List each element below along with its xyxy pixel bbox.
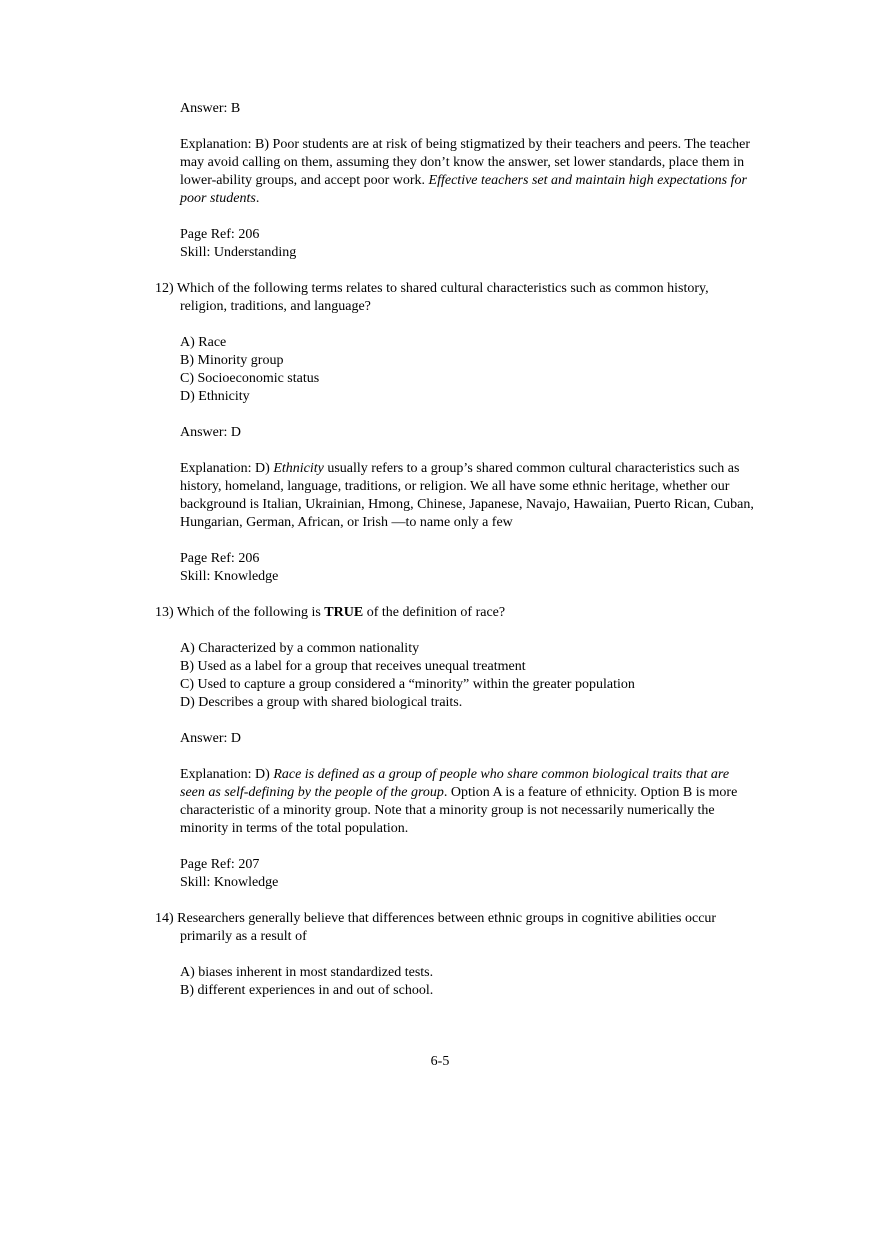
text-run: Which of the following is (176, 605, 325, 620)
text-run-italic: Ethnicity (273, 461, 324, 476)
text-run: Explanation: D) (180, 461, 274, 476)
q13-page-ref-line: Page Ref: 207 (180, 857, 260, 872)
text-run: of the definition of race? (363, 605, 506, 620)
text-run-italic: Race is defined as a group of people who share common biological traits that are seen as self-defining by the people of the group (180, 767, 730, 800)
text-run: . Option A is a feature of ethnicity. Option B is more characteristic of a minority group. Note that a minority group is not necessarily numerically the minority in terms of the total population. (180, 785, 738, 836)
q13-explanation-paragraph (180, 766, 755, 838)
text-run: Explanation: B) Poor students are at risk of being stigmatized by their teachers and peers. The teacher may avoid calling on them, assuming they don’t know the answer, set lower standards, place them in lower-ability groups, and accept poor work. (180, 137, 751, 188)
q13-stem (155, 604, 755, 622)
q14-stem (155, 910, 755, 946)
q14-stem-text: Researchers generally believe that differences between ethnic groups in cognitive abilities occur primarily as a result of (177, 911, 717, 944)
q12-choice-b: B) Minority group (180, 353, 284, 368)
q11-answer-line: Answer: B (180, 101, 241, 116)
q12-skill-line: Skill: Knowledge (180, 569, 279, 584)
page-number-footer: 6-5 (430, 1054, 450, 1069)
q12-choice-d: D) Ethnicity (180, 389, 250, 404)
q12-stem-text: Which of the following terms relates to shared cultural characteristics such as common history, religion, traditions, and language? (176, 281, 709, 314)
q12-choices (180, 334, 755, 406)
q12-reference-block (180, 550, 755, 586)
q14-number: 14) (155, 911, 174, 926)
q12-number: 12) (155, 281, 174, 296)
q13-stem-text (177, 605, 505, 620)
q14-choices (180, 964, 755, 1000)
q13-skill-line: Skill: Knowledge (180, 875, 279, 890)
q12-answer-line: Answer: D (180, 425, 242, 440)
q13-choices (180, 640, 755, 712)
text-run: usually refers to a group’s shared common cultural characteristics such as history, homeland, language, traditions, or religion. We all have some ethnic heritage, whether our background is Italian, Ukrainian, Hmong, Chinese, Japanese, Navajo, Hawaiian, Puerto Rican, Cuban, Hungarian, German, African, or Irish —to name only a few (180, 461, 754, 530)
q11-explanation-paragraph (180, 136, 755, 208)
q13-choice-b: B) Used as a label for a group that receives unequal treatment (180, 659, 526, 674)
q13-choice-d: D) Describes a group with shared biological traits. (180, 695, 463, 710)
text-run: . (255, 191, 260, 206)
q13-number: 13) (155, 605, 174, 620)
text-run-bold: TRUE (324, 605, 364, 620)
text-run-italic: Effective teachers set and maintain high expectations for poor students (180, 173, 747, 206)
q12-stem (155, 280, 755, 316)
q13-answer-line: Answer: D (180, 731, 242, 746)
q11-page-ref-line: Page Ref: 206 (180, 227, 260, 242)
q14-choice-a: A) biases inherent in most standardized tests. (180, 965, 434, 980)
q11-reference-block (180, 226, 755, 262)
page-content (155, 100, 755, 1000)
q12-page-ref-line: Page Ref: 206 (180, 551, 260, 566)
q13-reference-block (180, 856, 755, 892)
q14-choice-b: B) different experiences in and out of school. (180, 983, 434, 998)
text-run: Explanation: D) (180, 767, 274, 782)
q13-choice-c: C) Used to capture a group considered a “minority” within the greater population (180, 677, 635, 692)
q12-choice-c: C) Socioeconomic status (180, 371, 320, 386)
q12-explanation-paragraph (180, 460, 755, 532)
q12-choice-a: A) Race (180, 335, 227, 350)
q13-choice-a: A) Characterized by a common nationality (180, 641, 420, 656)
q11-skill-line: Skill: Understanding (180, 245, 297, 260)
